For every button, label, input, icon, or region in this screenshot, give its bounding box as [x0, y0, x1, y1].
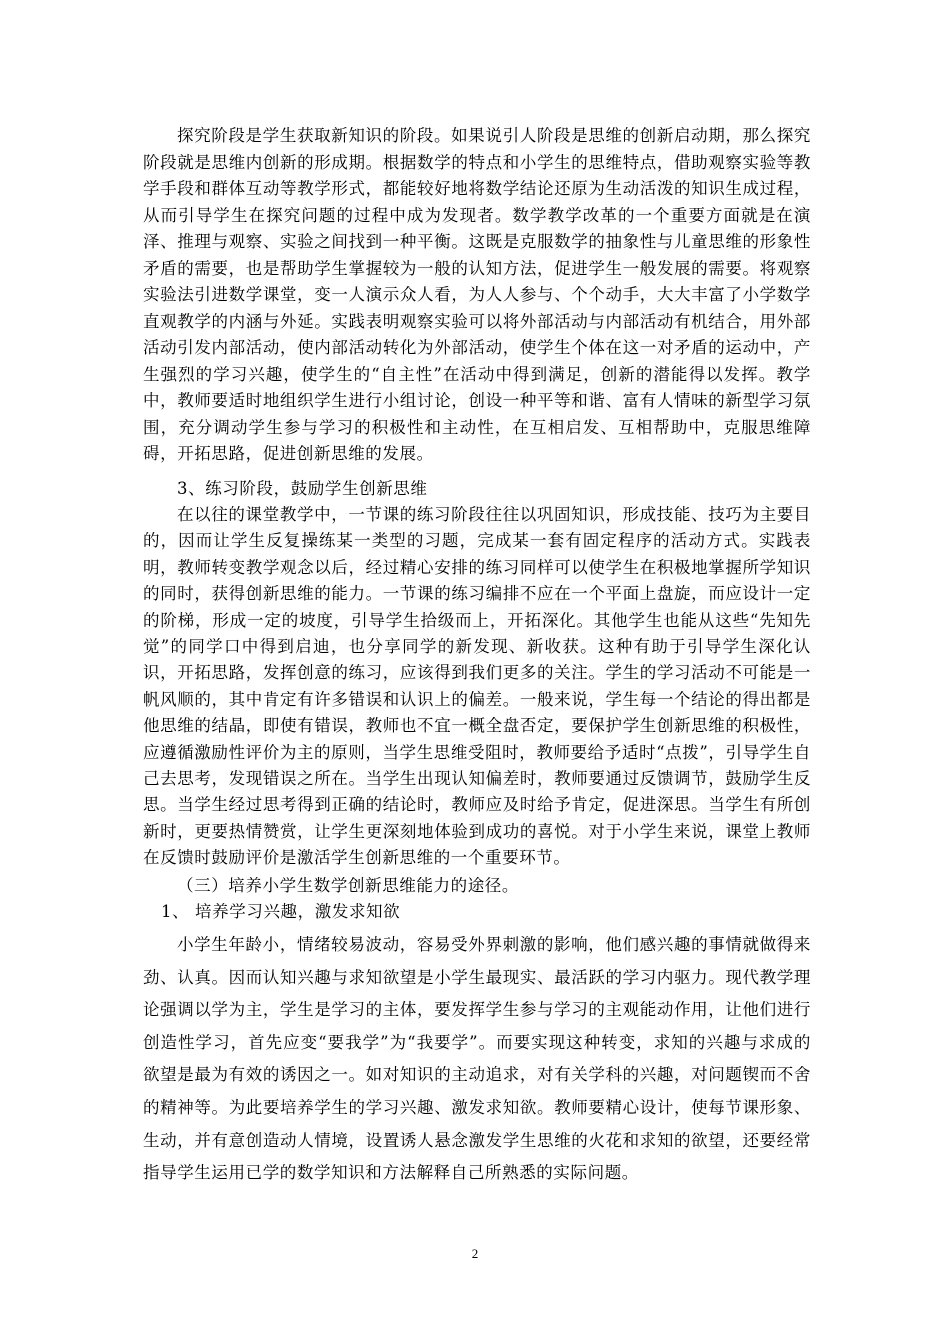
- paragraph-practice-stage: 在以往的课堂教学中，一节课的练习阶段往往以巩固知识，形成技能、技巧为主要目的，因而让学生反复操练某一类型的习题，完成某一套有固定程序的活动方式。实践表明，教师转变教学观念以后，经过精心安排的练习同样可以使学生在积极地掌握所学知识的同时，获得创新思维的能力。一节课的练习编排不应在一个平面上盘旋，而应设计一定的阶梯，形成一定的坡度，引导学生拾级而上，开拓深化。其他学生也能从这些“先知先觉”的同学口中得到启迪，也分享同学的新发现、新收获。这种有助于引导学生深化认识，开拓思路，发挥创意的练习，应该得到我们更多的关注。学生的学习活动不可能是一帆风顺的，其中肯定有许多错误和认识上的偏差。一般来说，学生每一个结论的得出都是他思维的结晶，即使有错误，教师也不宜一概全盘否定，要保护学生创新思维的积极性，应遵循激励性评价为主的原则，当学生思维受阻时，教师要给予适时“点拨”，引导学生自己去思考，发现错误之所在。当学生出现认知偏差时，教师要通过反馈调节，鼓励学生反思。当学生经过思考得到正确的结论时，教师应及时给予肯定，促进深思。当学生有所创新时，更要热情赞赏，让学生更深刻地体验到成功的喜悦。对于小学生来说，课堂上教师在反馈时鼓励评价是激活学生创新思维的一个重要环节。: [143, 505, 811, 868]
- heading-section-3: （三）培养小学生数学创新思维能力的途径。: [177, 876, 519, 895]
- page-number: 2: [471, 1246, 479, 1261]
- heading-cultivate-interest: 1、 培养学习兴趣，激发求知欲: [161, 902, 401, 921]
- paragraph-cultivate-interest: 小学生年龄小，情绪较易波动，容易受外界刺激的影响，他们感兴趣的事情就做得来劲、认真。因而认知兴趣与求知欲望是小学生最现实、最活跃的学习内驱力。现代教学理论强调以学为主，学生是学习的主体，要发挥学生参与学习的主观能动作用，让他们进行创造性学习，首先应变“要我学”为“我要学”。而要实现这种转变，求知的兴趣与求成的欲望是最为有效的诱因之一。如对知识的主动追求，对有关学科的兴趣，对问题锲而不舍的精神等。为此要培养学生的学习兴趣、激发求知欲。教师要精心设计，使每节课形象、生动，并有意创造动人情境，设置诱人悬念激发学生思维的火花和求知的欲望，还要经常指导学生运用已学的数学知识和方法解释自己所熟悉的实际问题。: [143, 935, 811, 1183]
- paragraph-inquiry-stage: 探究阶段是学生获取新知识的阶段。如果说引人阶段是思维的创新启动期，那么探究阶段就是思维内创新的形成期。根据数学的特点和小学生的思维特点，借助观察实验等教学手段和群体互动等教学形式，都能较好地将数学结论还原为生动活泼的知识生成过程，从而引导学生在探究问题的过程中成为发现者。数学教学改革的一个重要方面就是在演泽、推理与观察、实验之间找到一种平衡。这既是克服数学的抽象性与儿童思维的形象性矛盾的需要，也是帮助学生掌握较为一般的认知方法，促进学生一般发展的需要。将观察实验法引进数学课堂，变一人演示众人看，为人人参与、个个动手，大大丰富了小学数学直观教学的内涵与外延。实践表明观察实验可以将外部活动与内部活动有机结合，用外部活动引发内部活动，使内部活动转化为外部活动，使学生个体在这一对矛盾的运动中，产生强烈的学习兴趣，使学生的“自主性”在活动中得到满足，创新的潜能得以发挥。教学中，教师要适时地组织学生进行小组讨论，创设一种平等和谐、富有人情味的新型学习氛围，充分调动学生参与学习的积极性和主动性，在互相启发、互相帮助中，克服思维障碍，开拓思路，促进创新思维的发展。: [143, 126, 811, 463]
- heading-practice-stage: 3、练习阶段，鼓励学生创新思维: [177, 479, 428, 498]
